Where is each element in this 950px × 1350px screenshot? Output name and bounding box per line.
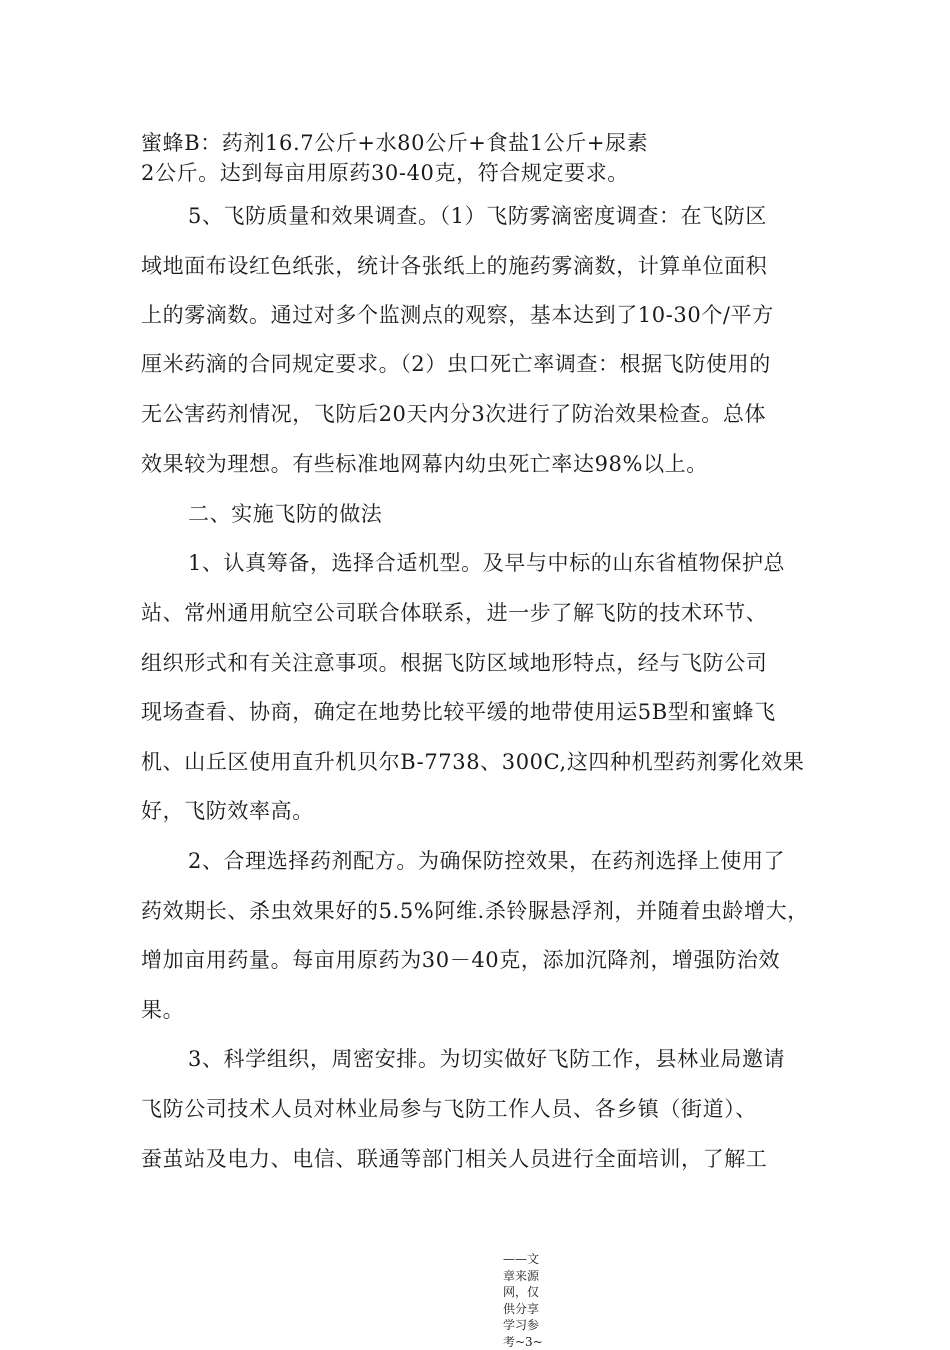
- text-line: 蜜蜂B：药剂16.7公斤+水80公斤+食盐1公斤+尿素: [141, 131, 649, 155]
- text-line: 现场查看、协商，确定在地势比较平缓的地带使用运5B型和蜜蜂飞: [141, 700, 776, 724]
- text-line: 果。: [141, 998, 185, 1022]
- text-line: 效果较为理想。有些标准地网幕内幼虫死亡率达98%以上。: [141, 452, 708, 476]
- section-heading: 二、实施飞防的做法: [188, 502, 383, 526]
- text-line: 2公斤。达到每亩用原药30-40克，符合规定要求。: [141, 161, 629, 185]
- paragraph-start: 3、科学组织，周密安排。为切实做好飞防工作，县林业局邀请: [188, 1047, 786, 1071]
- text-line: 飞防公司技术人员对林业局参与飞防工作人员、各乡镇（街道）、: [141, 1097, 757, 1121]
- text-line: 域地面布设红色纸张，统计各张纸上的施药雾滴数，计算单位面积: [141, 254, 768, 278]
- text-line: 组织形式和有关注意事项。根据飞防区域地形特点，经与飞防公司: [141, 651, 768, 675]
- paragraph-start: 2、合理选择药剂配方。为确保防控效果，在药剂选择上使用了: [188, 849, 786, 873]
- text-line: 药效期长、杀虫效果好的5.5%阿维.杀铃脲悬浮剂，并随着虫龄增大，: [141, 899, 809, 923]
- text-line: 上的雾滴数。通过对多个监测点的观察，基本达到了10-30个/平方: [141, 303, 774, 327]
- paragraph-start: 5、飞防质量和效果调查。（1）飞防雾滴密度调查：在飞防区: [188, 204, 768, 228]
- text-line: 蚕茧站及电力、电信、联通等部门相关人员进行全面培训，了解工: [141, 1147, 768, 1171]
- text-line: 厘米药滴的合同规定要求。（2）虫口死亡率调查：根据飞防使用的: [141, 352, 771, 376]
- text-line: 增加亩用药量。每亩用原药为30－40克，添加沉降剂，增强防治效: [141, 948, 781, 972]
- text-line: 站、常州通用航空公司联合体联系，进一步了解飞防的技术环节、: [141, 601, 768, 625]
- page-footer: ——文章来源网，仅供分享学习参考~3~: [503, 1252, 543, 1349]
- text-line: 好，飞防效率高。: [141, 799, 314, 823]
- text-line: 无公害药剂情况，飞防后20天内分3次进行了防治效果检查。总体: [141, 402, 767, 426]
- paragraph-start: 1、认真筹备，选择合适机型。及早与中标的山东省植物保护总: [188, 551, 786, 575]
- text-line: 机、山丘区使用直升机贝尔B-7738、300C,这四种机型药剂雾化效果: [141, 750, 805, 774]
